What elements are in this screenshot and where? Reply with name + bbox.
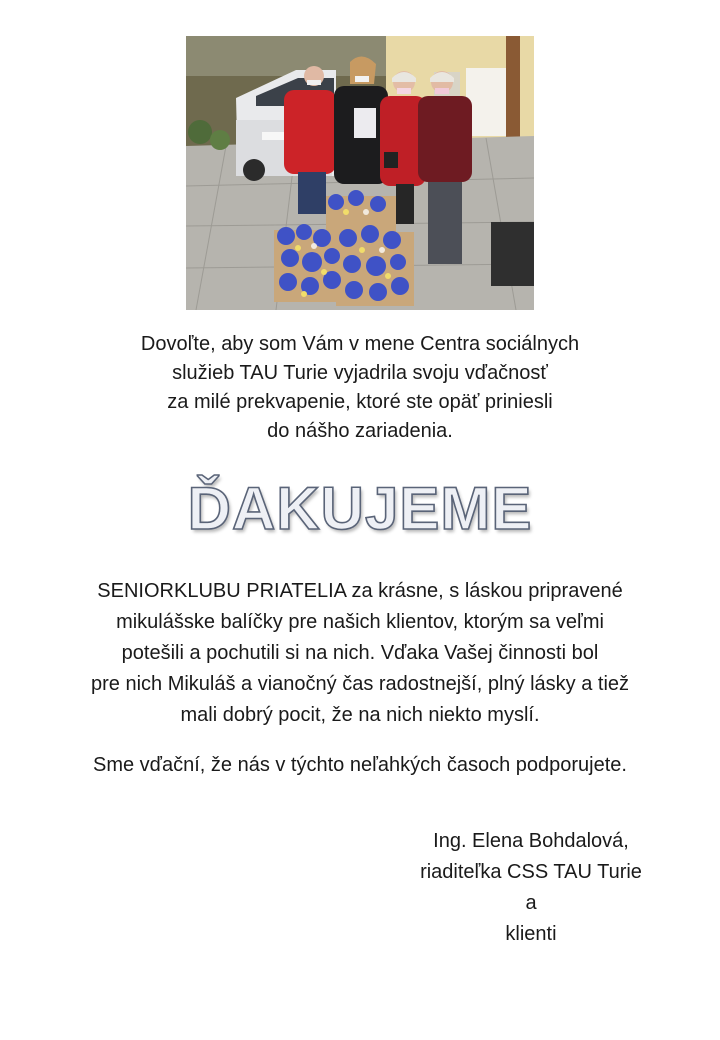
body-line: mali dobrý pocit, že na nich niekto myslí. — [180, 704, 540, 726]
intro-line: za milé prekvapenie, ktoré ste opäť priniesli — [167, 391, 553, 413]
body-line: SENIORKLUBU PRIATELIA za krásne, s láskou pripravené — [97, 580, 623, 602]
signature-conjunction: a — [525, 892, 537, 914]
body-paragraph — [40, 576, 680, 731]
intro-line: do nášho zariadenia. — [267, 420, 453, 442]
intro-line: Dovoľte, aby som Vám v mene Centra sociálnych — [140, 333, 580, 355]
photo-illustration — [186, 36, 534, 310]
signature-name: Ing. Elena Bohdalová, — [433, 830, 629, 852]
intro-line: služieb TAU Turie vyjadrila svoju vďačnosť — [172, 362, 548, 384]
signature-group: klienti — [505, 923, 557, 945]
closing-sentence: Sme vďační, že nás v týchto neľahkých časoch podporujete. — [93, 754, 627, 776]
body-line: potešili a pochutili si na nich. Vďaka Vašej činnosti bol — [121, 642, 599, 664]
body-line: mikulášske balíčky pre našich klientov, ktorým sa veľmi — [116, 611, 604, 633]
signature-title: riaditeľka CSS TAU Turie — [420, 861, 642, 883]
body-line: pre nich Mikuláš a vianočný čas radostnejší, plný lásky a tiež — [90, 673, 630, 695]
signature-block — [400, 826, 662, 950]
intro-paragraph — [60, 330, 660, 446]
thank-you-headline: ĎAKUJEME — [187, 475, 533, 542]
event-photo — [186, 36, 534, 310]
